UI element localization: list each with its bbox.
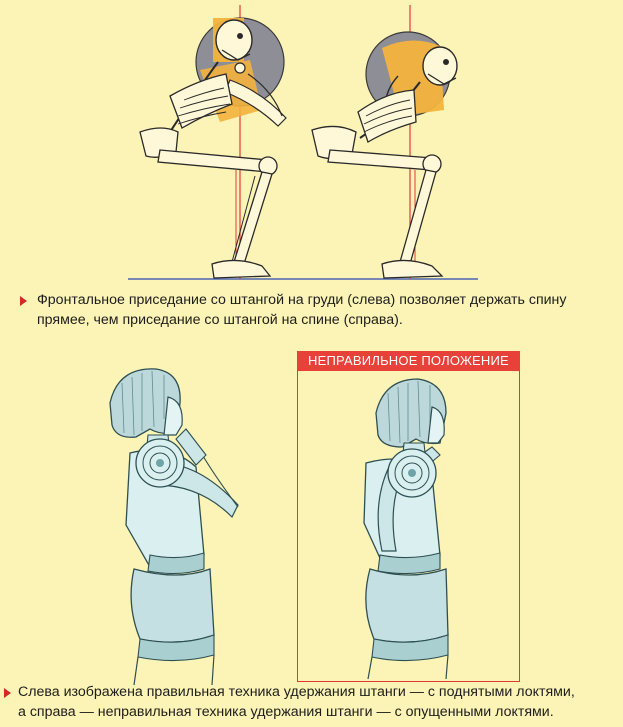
squat-comparison-illustration (0, 0, 623, 290)
wrong-position-label: НЕПРАВИЛЬНОЕ ПОЛОЖЕНИЕ (297, 351, 520, 371)
back-squat-skeleton (312, 5, 457, 279)
bottom-caption-line-2: а справа — неправильная техника удержания штанги — с опущенными локтями. (18, 704, 554, 720)
front-squat-skeleton (140, 5, 286, 279)
bottom-caption-line-1: Слева изображена правильная техника удержания штанги — с поднятыми локтями, (18, 684, 575, 700)
top-caption-line-1: Фронтальное приседание со штангой на груди (слева) позволяет держать спину (37, 292, 567, 308)
correct-barbell-grip-illustration (110, 369, 238, 685)
caption-bullet-icon (20, 296, 27, 306)
top-caption-line-2: прямее, чем приседание со штангой на спине (справа). (37, 312, 403, 328)
caption-bullet-icon (4, 688, 11, 698)
bottom-caption (18, 682, 618, 722)
wrong-position-frame (297, 351, 520, 682)
top-caption (37, 290, 617, 330)
